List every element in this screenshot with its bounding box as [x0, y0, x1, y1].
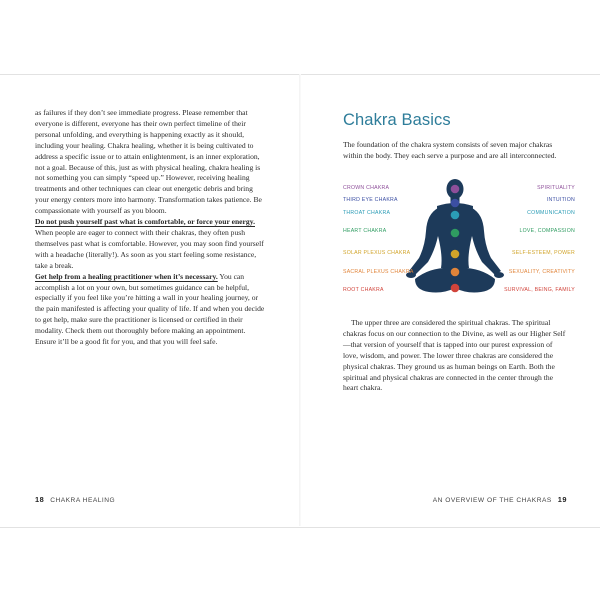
chakra-meaning-label: SPIRITUALITY: [537, 185, 575, 191]
chakra-meaning-label: INTUITION: [546, 197, 575, 203]
solar-plexus-chakra-dot: [451, 250, 460, 259]
chakra-meaning-label: LOVE, COMPASSION: [519, 228, 575, 234]
paragraph-text: When people are eager to connect with their chakras, they often push themselves past what is comfortable. However, you may soon find yourself with a headache (literally!). As soon as you start feeling some resistance, take a break.: [35, 227, 264, 270]
chakra-name-label: HEART CHAKRA: [343, 228, 387, 234]
right-running-head: AN OVERVIEW OF THE CHAKRAS: [432, 497, 552, 504]
sacral-chakra-dot: [451, 268, 460, 277]
paragraph-text: You can accomplish a lot on your own, but sometimes guidance can be helpful, especially if you feel like you’re hitting a wall in your healing journey, or the pain manifested is affecting your quality of life. If and when you decide to get help, make sure the practitioner is licensed or certified in their modality. Check them out thoroughly before making an appointment. Ensure it’ll be a good fit for you, and that you will feel safe.: [35, 271, 265, 347]
heart-chakra-dot: [451, 229, 460, 238]
right-folio: [433, 495, 567, 504]
chakra-meaning-label: SURVIVAL, BEING, FAMILY: [504, 287, 575, 293]
paragraph-lead: Do not push yourself past what is comfortable, or force your energy.: [35, 217, 255, 227]
chakra-diagram: [335, 176, 575, 306]
intro-paragraph: The foundation of the chakra system consists of seven major chakras within the body. They each serve a purpose and are all interconnected.: [343, 140, 557, 160]
chakra-name-label: THROAT CHAKRA: [343, 210, 391, 216]
crown-chakra-dot: [451, 185, 460, 194]
section-heading: Chakra Basics: [343, 111, 451, 129]
paragraph-lead: Get help from a healing practitioner when it’s necessary.: [35, 271, 218, 281]
throat-chakra-dot: [451, 211, 460, 220]
left-page-body: [35, 108, 265, 348]
chakra-name-label: THIRD EYE CHAKRA: [343, 197, 398, 203]
left-page-number: 18: [35, 495, 45, 504]
chakra-name-label: SACRAL PLEXUS CHAKRA: [343, 269, 414, 275]
root-chakra-dot: [451, 284, 460, 293]
left-paragraph-2: [35, 217, 265, 272]
left-running-head: CHAKRA HEALING: [50, 497, 116, 504]
book-gutter: [299, 74, 301, 526]
closing-paragraph: The upper three are considered the spiritual chakras. The spiritual chakras focus on our connection to the Divine, as well as our Higher Self—that version of yourself that is tapped into our purest expression of love, wisdom, and power. The lower three chakras are considered the physical chakras. They ground us as human beings on Earth. Both the spiritual and physical chakras are connected in the center through the heart chakra.: [343, 318, 566, 393]
chakra-name-label: ROOT CHAKRA: [343, 287, 384, 293]
left-paragraph-3: [35, 272, 265, 348]
right-page-number: 19: [557, 495, 567, 504]
left-paragraph-1: [35, 108, 265, 217]
chakra-name-label: CROWN CHAKRA: [343, 185, 390, 191]
paragraph-text: as failures if they don’t see immediate progress. Please remember that everyone is different, everyone has their own perfect timeline of their personal unfolding, and everything is happening exactly as it should, including your healing. Chakra healing, whether it is being cultivated to address a specific issue or to attain enlightenment, is an inner exploration, not a goal. Because of this, just as with physical healing, chakra healing is not something you can simply “speed up.” However, receiving healing treatments and other techniques can clear out energetic debris and bring your energy centers more into harmony. Transformation takes patience. Be compassionate with yourself as you bloom.: [35, 108, 262, 216]
chakra-name-label: SOLAR PLEXUS CHAKRA: [343, 250, 411, 256]
chakra-meaning-label: SEXUALITY, CREATIVITY: [508, 269, 575, 275]
chakra-meaning-label: COMMUNICATION: [527, 210, 575, 216]
third-eye-chakra-dot: [451, 199, 460, 208]
chakra-meaning-label: SELF-ESTEEM, POWER: [511, 250, 575, 256]
left-folio: [35, 495, 115, 504]
